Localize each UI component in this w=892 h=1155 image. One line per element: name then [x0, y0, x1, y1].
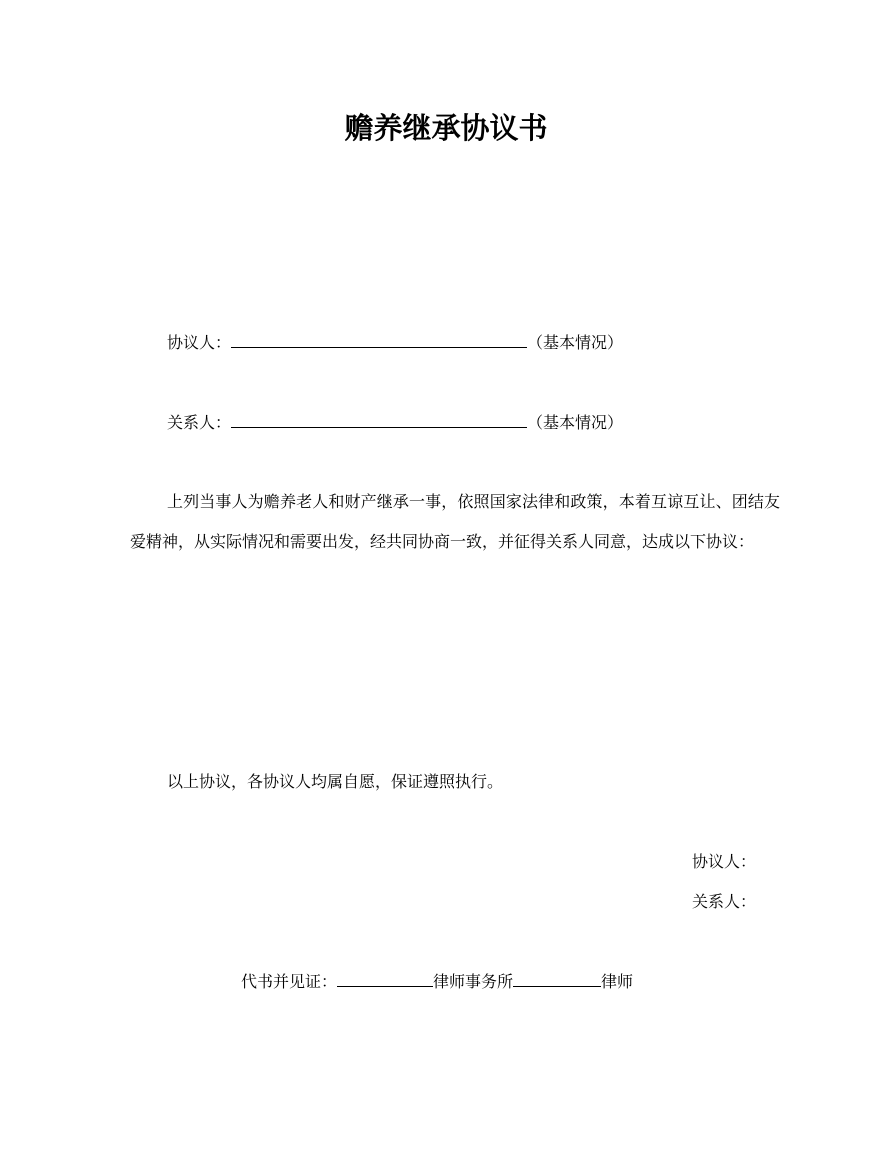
witness-label: 代书并见证： [241, 972, 338, 991]
related-label: 关系人： [167, 413, 232, 432]
document-title: 赡养继承协议书 [344, 111, 548, 145]
related-line [167, 413, 623, 433]
party-suffix: （基本情况） [527, 333, 624, 352]
related-blank [231, 413, 527, 428]
party-line [167, 333, 623, 353]
intro-paragraph: 上列当事人为赡养老人和财产继承一事，依照国家法律和政策，本着互谅互让、团结友爱精神，从实际情况和需要出发，经共同协商一致，并征得关系人同意，达成以下协议： [130, 492, 780, 551]
closing-sentence: 以上协议，各协议人均属自愿，保证遵照执行。 [167, 772, 504, 791]
party-blank [231, 333, 527, 348]
witness-lawyer-blank [513, 972, 601, 987]
party-label: 协议人： [167, 333, 232, 352]
related-suffix: （基本情况） [527, 413, 624, 432]
witness-lawyer: 律师 [601, 972, 634, 991]
witness-line [241, 972, 633, 992]
witness-firm-blank [337, 972, 433, 987]
witness-firm: 律师事务所 [433, 972, 514, 991]
signature-related: 关系人： [692, 892, 757, 911]
signature-party: 协议人： [692, 852, 757, 871]
